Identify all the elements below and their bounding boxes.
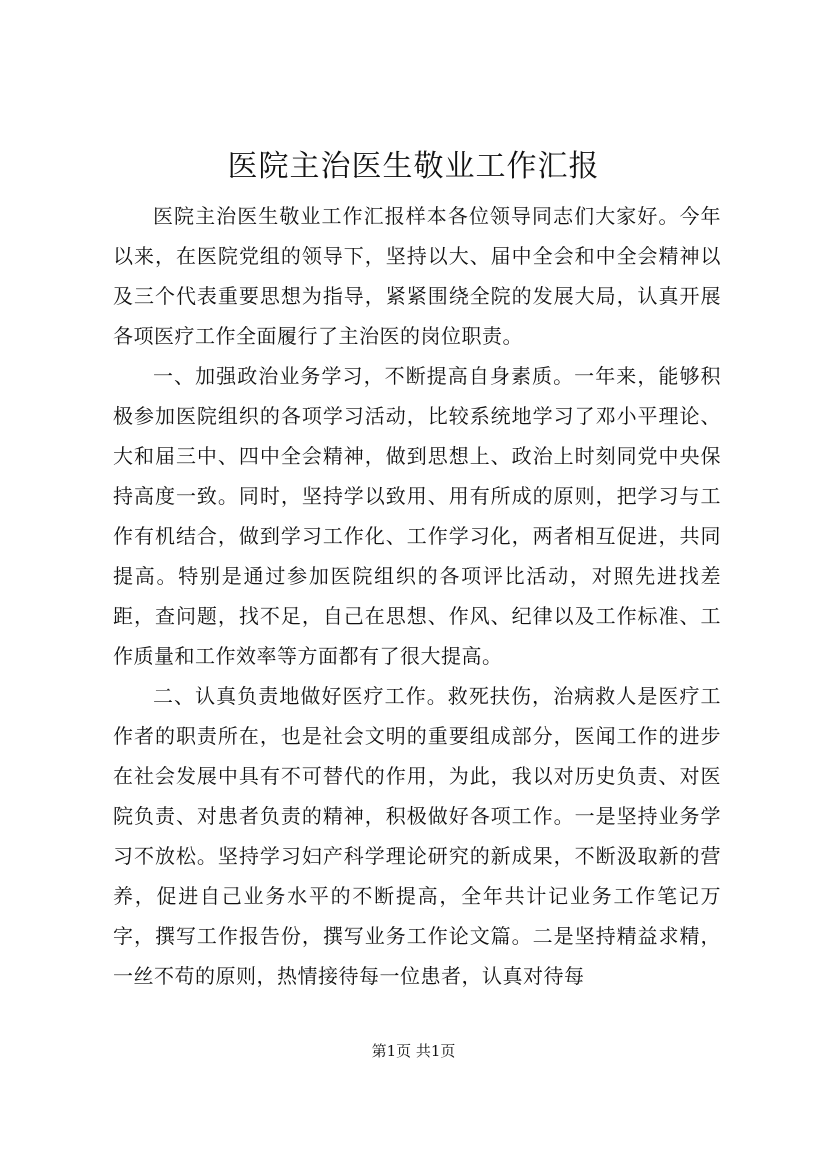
page-footer: 第1页 共1页 bbox=[371, 1042, 456, 1060]
document-title: 医院主治医生敬业工作汇报 bbox=[227, 149, 600, 184]
document-body bbox=[113, 196, 721, 996]
paragraph-section-two: 二、认真负责地做好医疗工作。救死扶伤，治病救人是医疗工作者的职责所在，也是社会文明的重要组成部分，医闻工作的进步在社会发展中具有不可替代的作用，为此，我以对历史负责、对医院负责、对患者负责的精神，积极做好各项工作。一是坚持业务学习不放松。坚持学习妇产科学理论研究的新成果，不断汲取新的营养，促进自己业务水平的不断提高，全年共计记业务工作笔记万字，撰写工作报告份，撰写业务工作论文篇。二是坚持精益求精，一丝不苟的原则，热情接待每一位患者，认真对待每 bbox=[113, 684, 721, 988]
paragraph-section-one: 一、加强政治业务学习，不断提高自身素质。一年来，能够积极参加医院组织的各项学习活动，比较系统地学习了邓小平理论、大和届三中、四中全会精神，做到思想上、政治上时刻同党中央保持高度一致。同时，坚持学以致用、用有所成的原则，把学习与工作有机结合，做到学习工作化、工作学习化，两者相互促进，共同提高。特别是通过参加医院组织的各项评比活动，对照先进找差距，查问题，找不足，自己在思想、作风、纪律以及工作标准、工作质量和工作效率等方面都有了很大提高。 bbox=[113, 364, 721, 668]
paragraph-intro: 医院主治医生敬业工作汇报样本各位领导同志们大家好。今年以来，在医院党组的领导下，坚持以大、届中全会和中全会精神以及三个代表重要思想为指导，紧紧围绕全院的发展大局，认真开展各项医疗工作全面履行了主治医的岗位职责。 bbox=[113, 204, 721, 348]
